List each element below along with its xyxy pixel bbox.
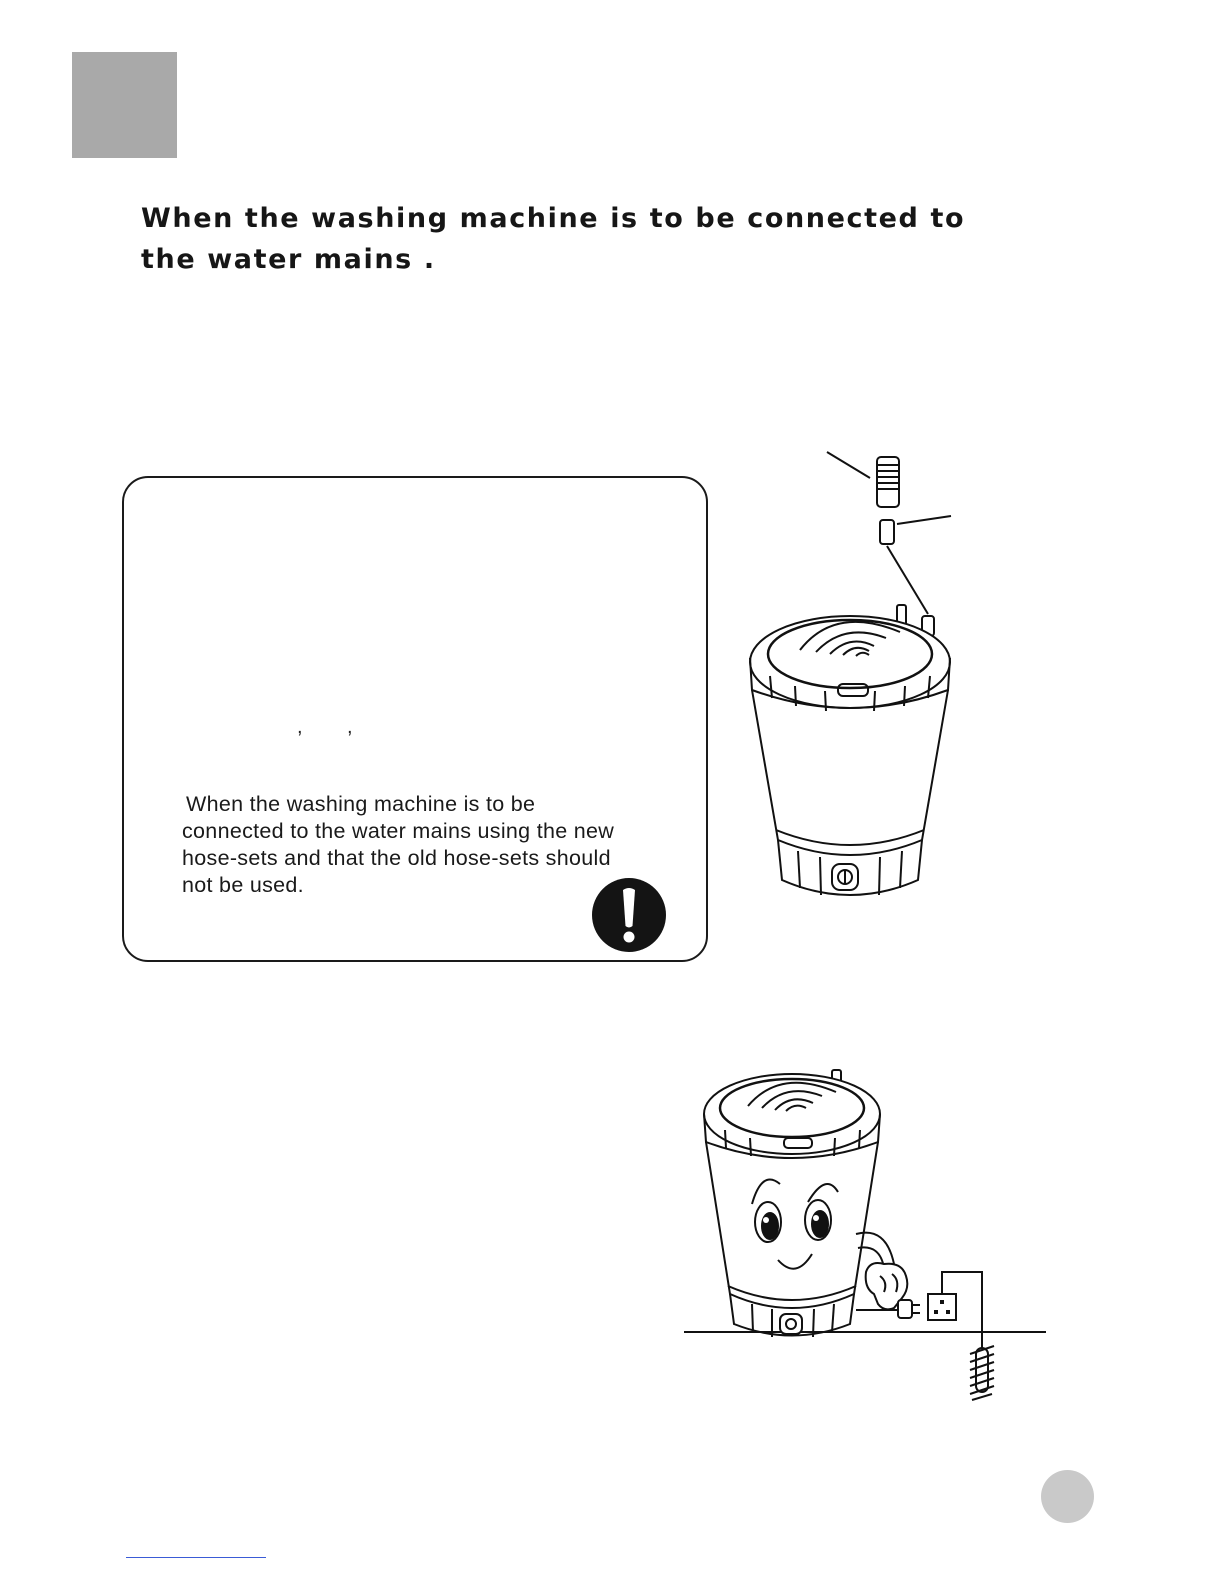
hose-leader-line [827,452,870,478]
notice-line-1: When the washing machine is to be [186,792,536,816]
washing-machine-plug-figure [680,1062,1052,1407]
machine-lid [704,1074,880,1158]
notice-box [122,476,708,962]
section-marker [72,52,177,158]
notice-stray-commas: , , [297,716,353,738]
washing-machine-hose-figure [740,440,970,910]
machine-body [752,690,948,855]
notice-line-3: hose-sets and that the old hose-sets should [182,846,611,870]
inlet-hose [877,457,899,507]
machine-body [706,1142,878,1308]
ground-rod [970,1346,994,1400]
power-plug [898,1300,920,1318]
page-number-dot [1041,1470,1094,1523]
notice-line-2: connected to the water mains using the new [182,819,615,843]
heading-line-2: the water mains . [141,244,436,275]
exclamation-icon [591,877,667,953]
page-heading [141,198,1041,280]
connector-leader-line [897,516,951,524]
wall-socket [928,1294,956,1320]
cartoon-face [752,1180,838,1269]
hose-connector [880,520,894,544]
notice-line-4: not be used. [182,873,304,897]
machine-lid [750,616,950,711]
footer-link-underline[interactable] [126,1557,266,1558]
heading-line-1: When the washing machine is to be connected to [141,203,966,234]
